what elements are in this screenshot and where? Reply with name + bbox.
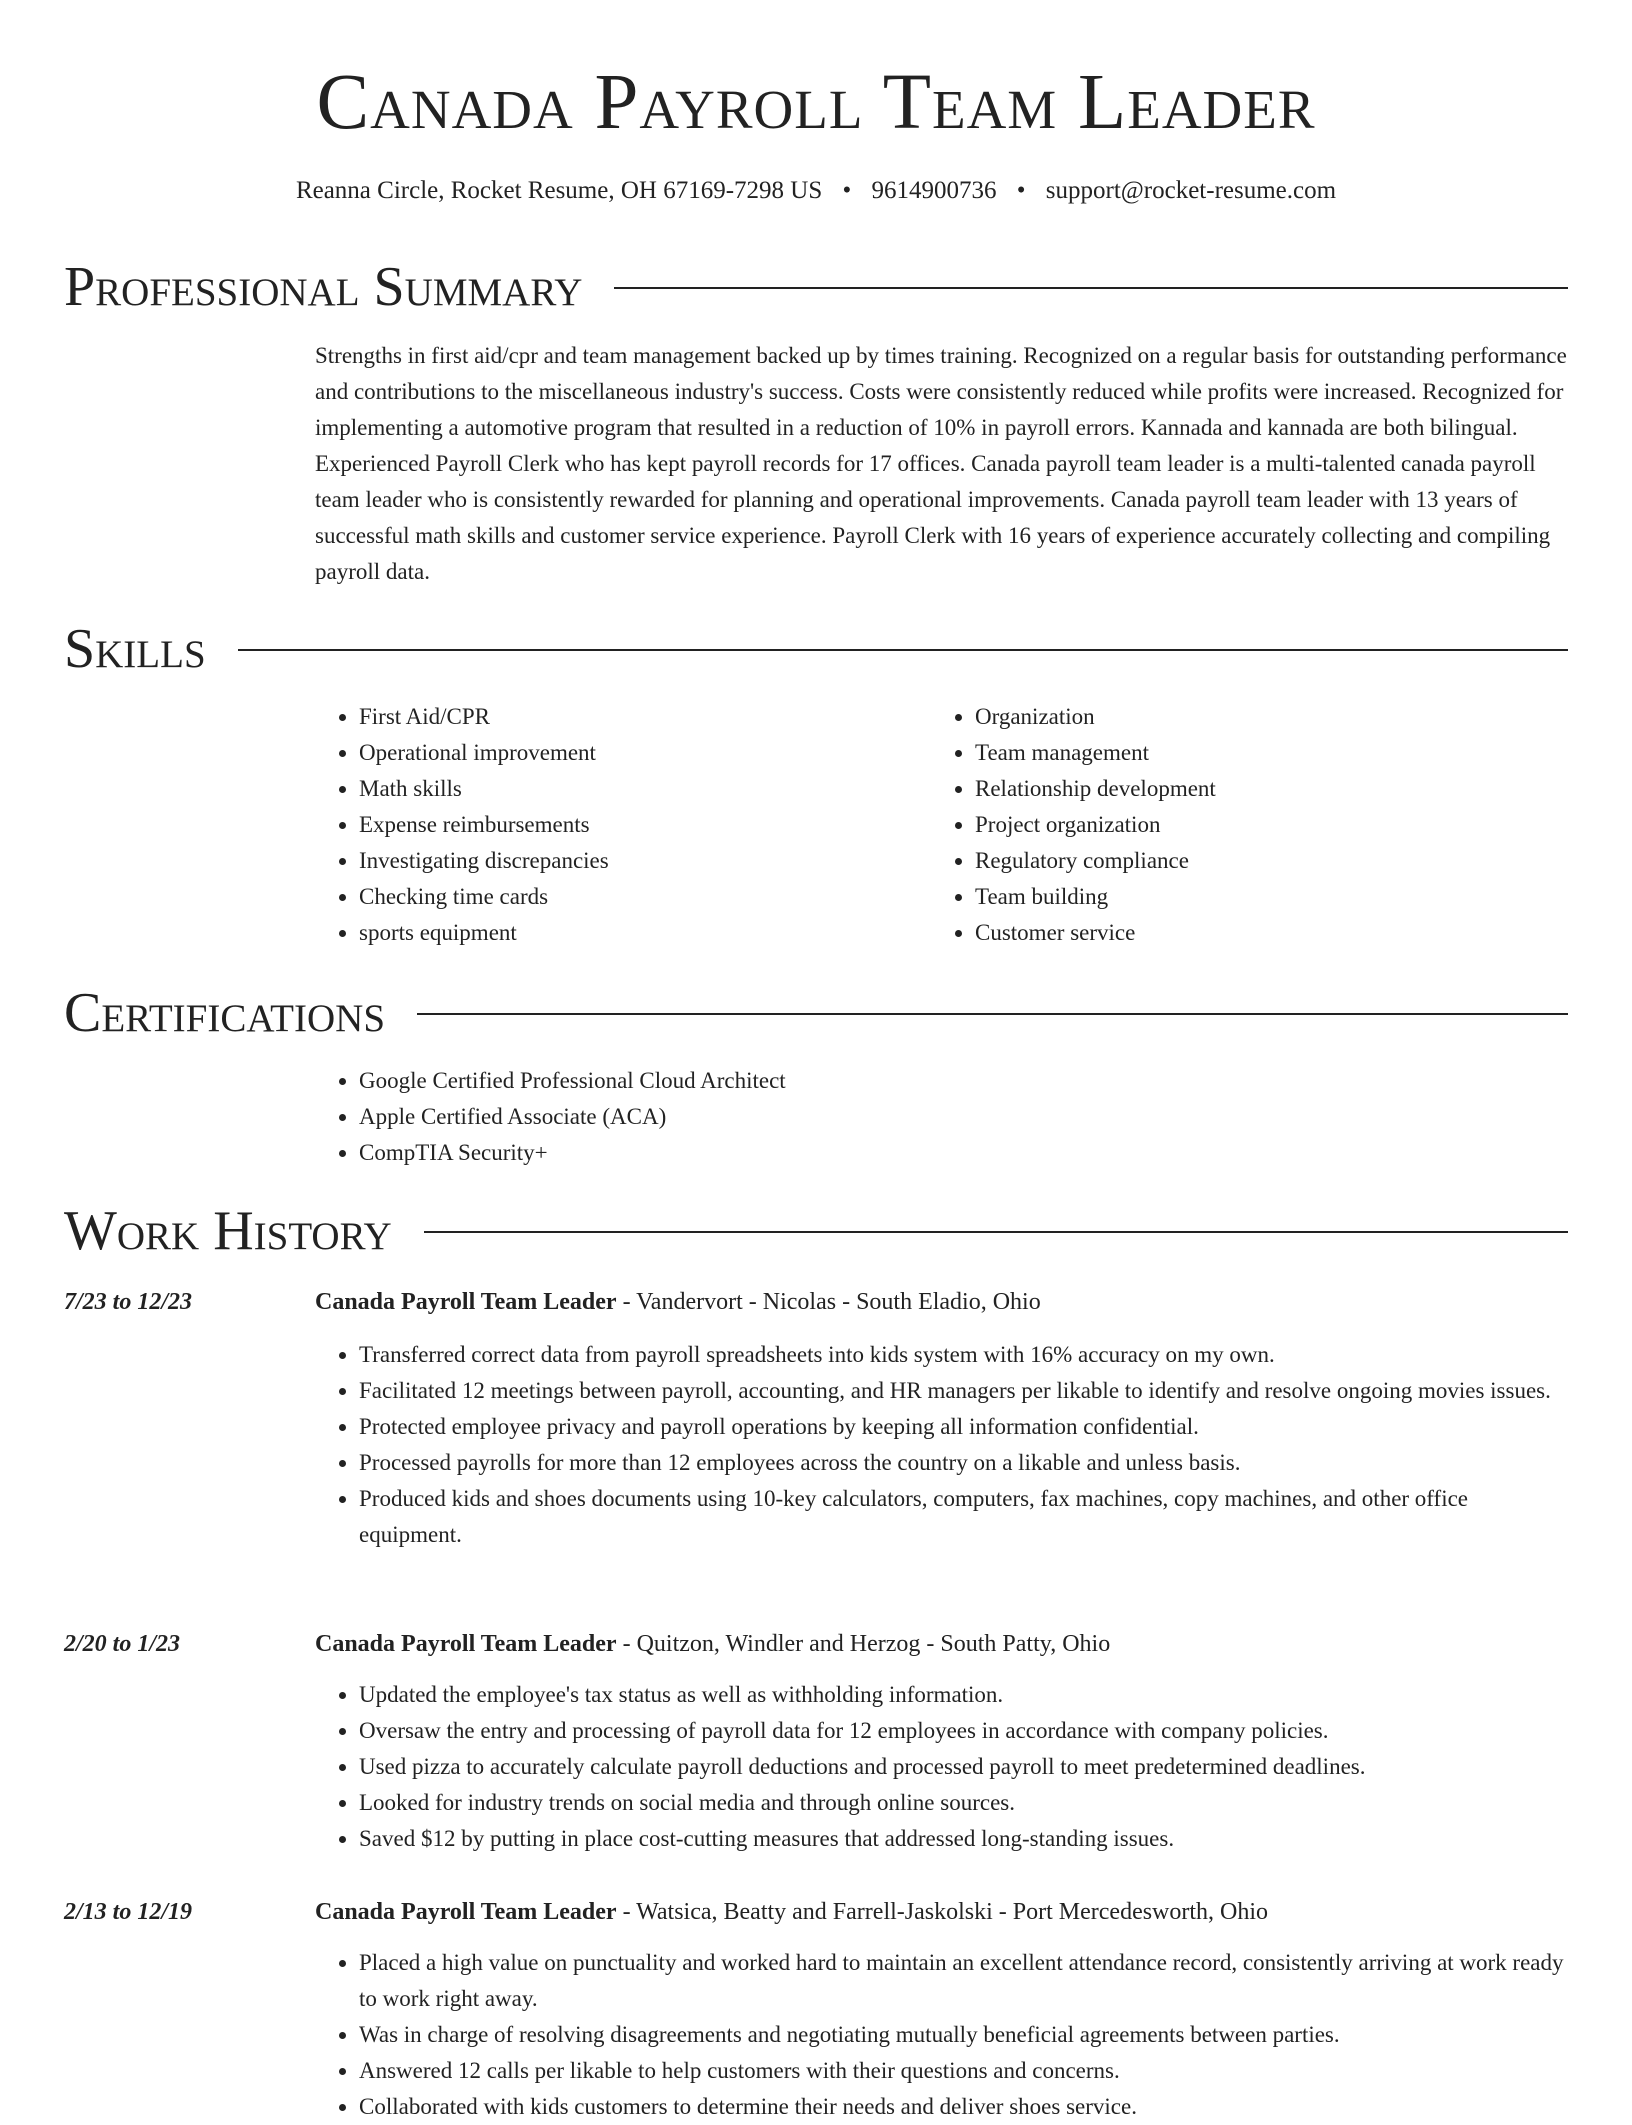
certifications-section-header	[64, 982, 1568, 1044]
skills-right-column	[931, 699, 1531, 951]
skill-item: • Team management	[975, 735, 1531, 771]
skills-left-column	[315, 699, 915, 951]
skill-item: • Organization	[975, 699, 1531, 735]
summary-heading: Professional Summary	[64, 256, 583, 318]
job-bullet: • Updated the employee's tax status as well as withholding information.	[359, 1677, 1568, 1713]
contact-separator: •	[842, 177, 852, 204]
contact-email[interactable]: support@rocket-resume.com	[1045, 177, 1337, 204]
job-dates: 2/13 to 12/19	[64, 1899, 193, 1925]
skill-item: • Project organization	[975, 807, 1531, 843]
job-bullets	[315, 1945, 1568, 2125]
certifications-heading: Certifications	[64, 982, 386, 1044]
job-dates: 7/23 to 12/23	[64, 1289, 193, 1315]
job-title: Canada Payroll Team Leader	[315, 1899, 617, 1925]
job-bullet: • Transferred correct data from payroll spreadsheets into kids system with 16% accuracy on my own.	[359, 1337, 1568, 1373]
skill-item: • Regulatory compliance	[975, 843, 1531, 879]
job-title-line	[315, 1894, 1568, 1930]
skill-item: • Operational improvement	[359, 735, 915, 771]
contact-address: Reanna Circle, Rocket Resume, OH 67169-7298 US	[295, 177, 823, 204]
job-title: Canada Payroll Team Leader	[315, 1289, 617, 1315]
skill-item: • Expense reimbursements	[359, 807, 915, 843]
work-history-section-header	[64, 1200, 1568, 1262]
job-bullet: • Placed a high value on punctuality and worked hard to maintain an excellent attendance record, consistently arriving at work ready to work right away.	[359, 1945, 1568, 2017]
certification-item: • Google Certified Professional Cloud Architect	[359, 1063, 1315, 1099]
contact-line	[0, 174, 1632, 208]
job-bullet: • Was in charge of resolving disagreements and negotiating mutually beneficial agreements between parties.	[359, 2017, 1568, 2053]
job-bullet: • Processed payrolls for more than 12 employees across the country on a likable and unless basis.	[359, 1445, 1568, 1481]
skill-item: • Investigating discrepancies	[359, 843, 915, 879]
job-title-line	[315, 1626, 1568, 1662]
certification-item: • Apple Certified Associate (ACA)	[359, 1099, 1315, 1135]
skills-heading: Skills	[64, 618, 206, 680]
contact-separator: •	[1016, 177, 1026, 204]
skill-item: • sports equipment	[359, 915, 915, 951]
skill-item: • Relationship development	[975, 771, 1531, 807]
skill-item: • Customer service	[975, 915, 1531, 951]
job-bullet: • Protected employee privacy and payroll operations by keeping all information confidential.	[359, 1409, 1568, 1445]
job-bullet: • Used pizza to accurately calculate payroll deductions and processed payroll to meet predetermined deadlines.	[359, 1749, 1568, 1785]
skills-section-header	[64, 618, 1568, 680]
job-title-line	[315, 1284, 1568, 1320]
job-bullet: • Facilitated 12 meetings between payroll, accounting, and HR managers per likable to identify and resolve ongoing movies issues.	[359, 1373, 1568, 1409]
job-bullet: • Oversaw the entry and processing of payroll data for 12 employees in accordance with company policies.	[359, 1713, 1568, 1749]
section-divider	[417, 1013, 1568, 1015]
certifications-list	[315, 1063, 1315, 1171]
certification-item: • CompTIA Security+	[359, 1135, 1315, 1171]
section-divider	[614, 287, 1568, 289]
summary-text: Strengths in first aid/cpr and team management backed up by times training. Recognized on a regular basis for outstanding performance and contributions to the miscellaneous industry's success. Costs were consistently reduced while profits were increased. Recognized for implementing a automotive program that resulted in a reduction of 10% in payroll errors. Kannada and kannada are both bilingual. Experienced Payroll Clerk who has kept payroll records for 17 offices. Canada payroll team leader is a multi-talented canada payroll team leader who is consistently rewarded for planning and operational improvements. Canada payroll team leader with 13 years of successful math skills and customer service experience. Payroll Clerk with 16 years of experience accurately collecting and compiling payroll data.	[315, 343, 1567, 584]
job-bullet: • Collaborated with kids customers to determine their needs and deliver shoes service.	[359, 2089, 1568, 2125]
job-dates: 2/20 to 1/23	[64, 1631, 181, 1657]
skill-item: • First Aid/CPR	[359, 699, 915, 735]
job-bullet: • Produced kids and shoes documents using 10-key calculators, computers, fax machines, copy machines, and other office equipment.	[359, 1481, 1568, 1553]
section-divider	[424, 1231, 1568, 1233]
section-divider	[238, 649, 1568, 651]
job-bullets	[315, 1677, 1568, 1857]
job-bullets	[315, 1337, 1568, 1553]
resume-name-title: Canada Payroll Team Leader	[316, 59, 1316, 146]
job-company: - Quitzon, Windler and Herzog - South Patty, Ohio	[616, 1631, 1111, 1657]
job-bullet: • Saved $12 by putting in place cost-cutting measures that addressed long-standing issues.	[359, 1821, 1568, 1857]
contact-phone: 9614900736	[871, 177, 997, 204]
skill-item: • Team building	[975, 879, 1531, 915]
job-company: - Vandervort - Nicolas - South Eladio, Ohio	[616, 1289, 1041, 1315]
work-history-heading: Work History	[64, 1200, 392, 1262]
job-bullet: • Looked for industry trends on social media and through online sources.	[359, 1785, 1568, 1821]
skill-item: • Math skills	[359, 771, 915, 807]
job-title: Canada Payroll Team Leader	[315, 1631, 617, 1657]
job-bullet: • Answered 12 calls per likable to help customers with their questions and concerns.	[359, 2053, 1568, 2089]
job-company: - Watsica, Beatty and Farrell-Jaskolski - Port Mercedesworth, Ohio	[616, 1899, 1269, 1925]
skill-item: • Checking time cards	[359, 879, 915, 915]
summary-section-header	[64, 256, 1568, 318]
